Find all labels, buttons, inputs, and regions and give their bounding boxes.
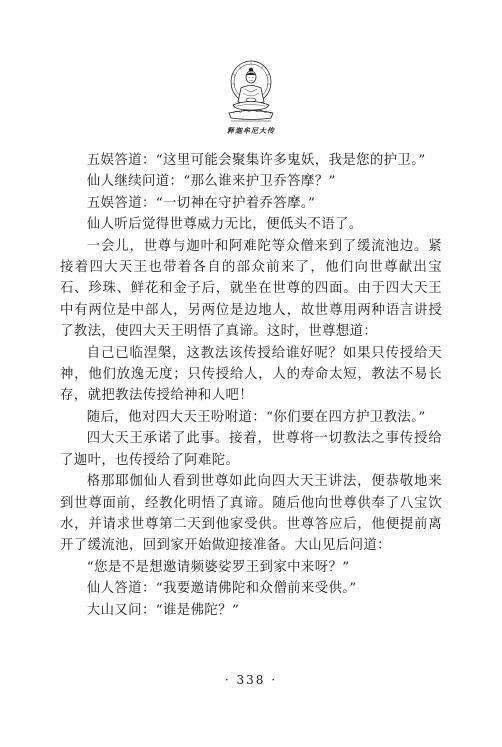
paragraph: “您是不是想邀请频婆娑罗王到家中来呀？”	[86, 559, 350, 575]
paragraph: 四大天王承诺了此事。接着，世尊将一切教法之事传授给了迦叶，也传授给了阿难陀。	[60, 431, 442, 468]
paragraph: 格那耶伽仙人看到世尊如此向四大天王讲法，便恭敬地来到世尊面前，经教化明悟了真谛。随后他向世尊供奉了八宝饮水，并请求世尊第二天到他家受供。世尊答应后，他便提前离开了缓流池，回到家开始做迎接准备。大山见后问道：	[60, 474, 442, 554]
paragraph: 仙人答道：“我要邀请佛陀和众僧前来受供。”	[86, 581, 357, 597]
page-number: · 338 ·	[224, 673, 278, 687]
paragraph: 自己已临涅槃，这教法该传授给谁好呢？如果只传授给天神，他们放逸无度；只传授给人，人的寿命太短，教法不易长存，就把教法传授给神和人吧！	[60, 345, 442, 404]
paragraph: 一会儿，世尊与迦叶和阿难陀等众僧来到了缓流池边。紧接着四大天王也带着各自的部众前来了，他们向世尊献出宝石、珍珠、鲜花和金子后，就坐在世尊的四面。由于四大天王中有两位是中部人，另两位是边地人，故世尊用两种语言讲授了教法，使四大天王明悟了真谛。这时，世尊想道：	[60, 238, 442, 340]
paragraph: 仙人听后觉得世尊威力无比，便低头不语了。	[86, 217, 363, 233]
paragraph: 仙人继续问道：“那么谁来护卫乔答摩？”	[86, 174, 336, 190]
body-text	[60, 150, 442, 621]
paragraph: 五娱答道：“一切神在守护着乔答摩。”	[86, 195, 316, 211]
paragraph: 大山又问：“谁是佛陀？”	[86, 602, 240, 618]
page-header	[0, 58, 502, 136]
paragraph: 五娱答道：“这里可能会聚集许多鬼妖，我是您的护卫。”	[86, 153, 426, 168]
running-title: 释迦牟尼大传	[227, 126, 275, 135]
seated-buddha-icon	[221, 58, 281, 124]
paragraph: 随后，他对四大天王吩咐道：“你们要在四方护卫教法。”	[86, 409, 426, 425]
